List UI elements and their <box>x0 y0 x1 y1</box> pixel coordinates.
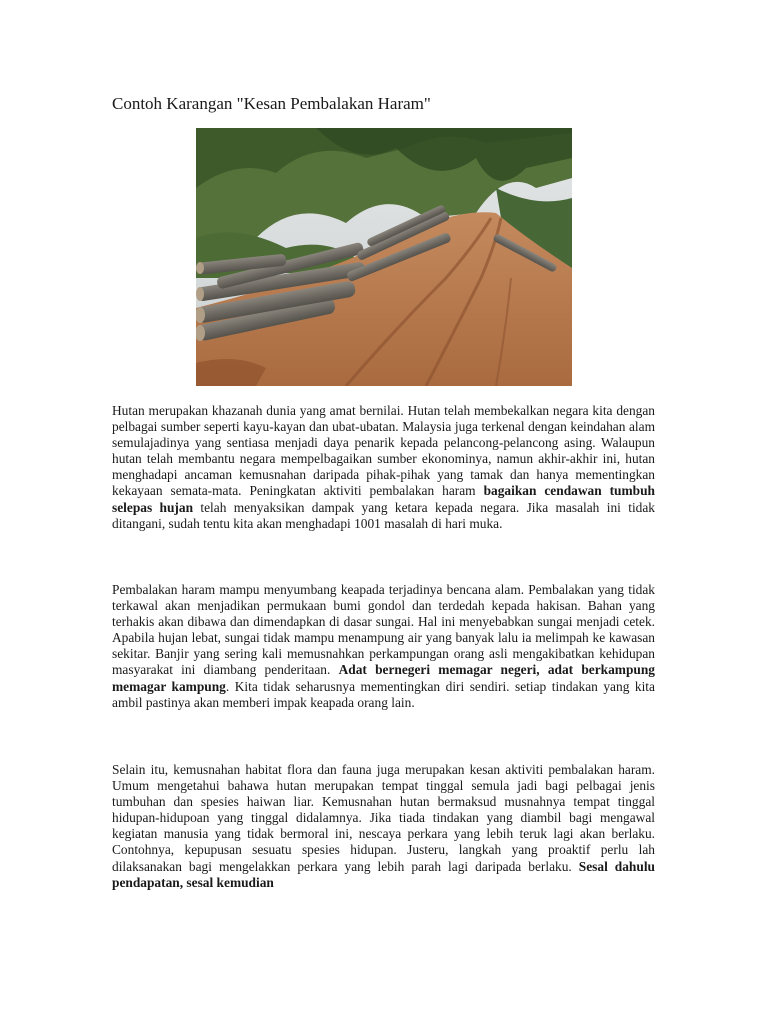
paragraph-1-text-end: telah menyaksikan dampak yang ketara kepada negara. Jika masalah ini tidak ditangani, sudah tentu kita akan menghadapi 1001 masalah di hari muka. <box>112 499 655 531</box>
paragraph-3 <box>112 762 655 891</box>
paragraph-3-text: Selain itu, kemusnahan habitat flora dan fauna juga merupakan kesan aktiviti pembalakan haram. Umum mengetahui bahawa hutan merupakan tempat tinggal semula jadi bagi pelbagai jenis tumbuhan dan spesies haiwan liar. Kemusnahan hutan bermaksud musnahnya tempat tinggal hidupan-hidupoan yang tinggal didalamnya. Jika tiada tindakan yang diambil bagi mengawal kegiatan manusia yang tidak bermoral ini, nescaya perkara yang lebih teruk lagi akan berlaku. Contohnya, kepupusan sesuatu spesies hidupan. Justeru, langkah yang proaktif perlu lah dilaksanakan bagi mengelakkan perkara yang lebih parah lagi daripada berlaku. <box>112 762 655 874</box>
paragraph-2 <box>112 582 655 711</box>
paragraph-1-idiom: bagaikan cendawan tumbuh selepas hujan <box>112 483 656 515</box>
paragraph-1 <box>112 403 655 532</box>
paragraph-2-idiom: Adat bernegeri memagar negeri, adat berkampung memagar kampung <box>112 662 655 694</box>
page-title: Contoh Karangan "Kesan Pembalakan Haram" <box>112 94 431 113</box>
paragraph-1-text: Hutan merupakan khazanah dunia yang amat bernilai. Hutan telah membekalkan negara kita dengan pelbagai sumber seperti kayu-kayan dan ubat-ubatan. Malaysia juga terkenal dengan keindahan alam semulajadinya yang sentiasa menjadi daya penarik kepada pelancong-pelancong asing. Walaupun hutan telah membantu negara mempelbagaikan sumber ekonominya, namun akhir-akhir ini, hutan menghadapi ancaman kemusnahan daripada pihak-pihak yang tamak dan hanya mementingkan kekayaan semata-mata. Peningkatan aktiviti pembalakan haram <box>112 403 655 499</box>
paragraph-2-text: Pembalakan haram mampu menyumbang keapada terjadinya bencana alam. Pembalakan yang tidak terkawal akan menjadikan permukaan bumi gondol dan terdedah kepada hakisan. Bahan yang terhakis akan dibawa dan dimendapkan di dasar sungai. Hal ini menyebabkan sungai menjadi cetek. Apabila hujan lebat, sungai tidak mampu menampung air yang banyak lalu ia melimpah ke kawasan sekitar. Banjir yang sering kali memusnahkan perkampungan orang asli mengakibatkan kehidupan masyarakat ini diambang penderitaan. <box>112 582 655 678</box>
deforestation-photo <box>196 128 572 386</box>
paragraph-3-idiom: Sesal dahulu pendapatan, sesal kemudian <box>112 858 655 890</box>
paragraph-2-text-end: . Kita tidak seharusnya mementingkan diri sendiri. setiap tindakan yang kita ambil pastinya akan memberi impak keapada orang lain. <box>112 678 655 710</box>
